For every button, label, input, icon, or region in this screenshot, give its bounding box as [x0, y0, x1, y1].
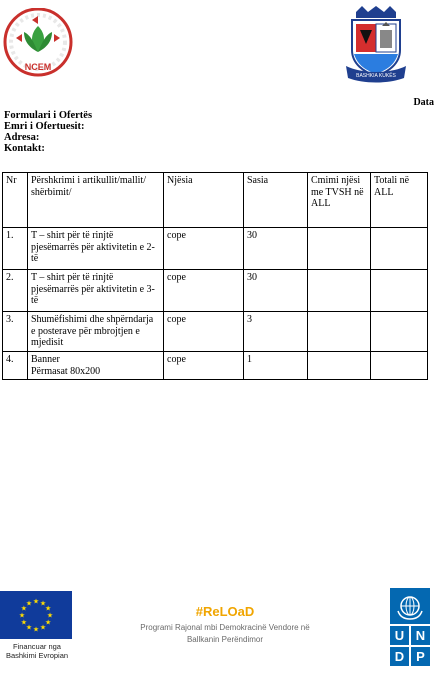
- eu-star-icon: ★: [20, 618, 28, 627]
- eu-star-icon: ★: [39, 599, 47, 608]
- row-nr: 1.: [3, 228, 28, 270]
- table-row: [3, 312, 428, 352]
- eu-star-icon: ★: [20, 604, 28, 613]
- contact-label: Kontakt:: [4, 143, 45, 154]
- table-header-row: [3, 173, 428, 228]
- eu-star-icon: ★: [18, 611, 26, 620]
- undp-letter-n: N: [411, 626, 430, 645]
- table-row: [3, 270, 428, 312]
- reload-subtitle: Programi Rajonal mbi Demokracinë Vendore në Ballkanin Perëndimor: [140, 623, 310, 644]
- header-unit: Njësia: [164, 173, 244, 228]
- undp-letter-u: U: [390, 626, 409, 645]
- table-row: [3, 228, 428, 270]
- row-total[interactable]: [371, 352, 428, 380]
- ncem-logo: [2, 8, 74, 82]
- row-quantity: 30: [244, 228, 308, 270]
- municipality-crest: [342, 4, 410, 84]
- form-header: [4, 110, 92, 154]
- row-quantity: 30: [244, 270, 308, 312]
- row-description: T – shirt për të rinjtë pjesëmarrës për aktivitetin e 3-të: [28, 270, 164, 312]
- row-nr: 4.: [3, 352, 28, 380]
- reload-title: #ReLOaD: [195, 604, 255, 619]
- form-title: Formulari i Ofertës: [4, 110, 93, 121]
- undp-letter-p: P: [411, 647, 430, 666]
- row-unit: cope: [164, 312, 244, 352]
- row-unit: cope: [164, 270, 244, 312]
- row-unit-price[interactable]: [308, 312, 371, 352]
- address-label: Adresa:: [4, 132, 40, 143]
- bidder-name-label: Emri i Ofertuesit:: [4, 121, 85, 132]
- ncem-logo-text: NCEM: [24, 62, 52, 72]
- row-total[interactable]: [371, 228, 428, 270]
- table-row: [3, 352, 428, 380]
- row-quantity: 3: [244, 312, 308, 352]
- row-nr: 2.: [3, 270, 28, 312]
- eu-star-icon: ★: [46, 611, 54, 620]
- header-unit-price: Cmimi njësi me TVSH në ALL: [308, 173, 371, 228]
- undp-logo: [390, 588, 430, 666]
- row-total[interactable]: [371, 312, 428, 352]
- row-unit-price[interactable]: [308, 228, 371, 270]
- eu-star-icon: ★: [32, 625, 40, 634]
- eu-star-icon: ★: [32, 597, 40, 606]
- eu-star-icon: ★: [25, 599, 33, 608]
- eu-caption: Financuar nga Bashkimi Evropian: [5, 642, 69, 660]
- offer-table: [2, 172, 428, 380]
- eu-star-icon: ★: [44, 604, 52, 613]
- eu-star-icon: ★: [44, 618, 52, 627]
- row-unit: cope: [164, 228, 244, 270]
- row-unit-price[interactable]: [308, 352, 371, 380]
- row-unit-price[interactable]: [308, 270, 371, 312]
- header-nr: Nr: [3, 173, 28, 228]
- row-total[interactable]: [371, 270, 428, 312]
- eu-flag: [0, 591, 72, 639]
- header-total: Totali në ALL: [371, 173, 428, 228]
- row-unit: cope: [164, 352, 244, 380]
- row-description: Banner Përmasat 80x200: [28, 352, 164, 380]
- date-label: Data: [413, 97, 434, 108]
- row-description: Shumëfishimi dhe shpërndarja e posterave për mbrojtjen e mjedisit: [28, 312, 164, 352]
- undp-letter-d: D: [390, 647, 409, 666]
- eu-star-icon: ★: [25, 623, 33, 632]
- row-nr: 3.: [3, 312, 28, 352]
- row-quantity: 1: [244, 352, 308, 380]
- un-emblem-icon: [390, 588, 430, 624]
- eu-star-icon: ★: [39, 623, 47, 632]
- header-description: Përshkrimi i artikullit/mallit/ shërbimit/: [28, 173, 164, 228]
- crest-text: BASHKIA KUKËS: [356, 73, 396, 79]
- header-quantity: Sasia: [244, 173, 308, 228]
- row-description: T – shirt për të rinjtë pjesëmarrës për aktivitetin e 2-të: [28, 228, 164, 270]
